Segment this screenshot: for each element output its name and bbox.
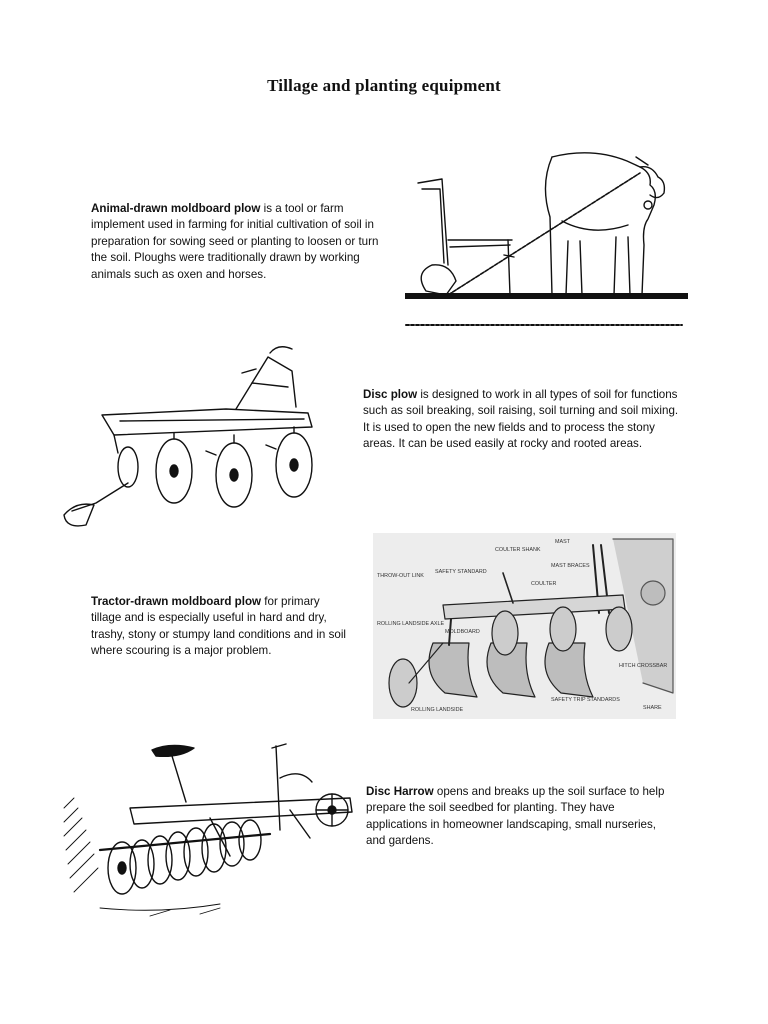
label-mast: MAST: [555, 539, 570, 545]
label-safety-standard: SAFETY STANDARD: [435, 569, 487, 575]
description-animal-drawn-plow: [91, 201, 387, 283]
description-tractor-drawn-plow: [91, 594, 351, 660]
label-safety-trip-standards: SAFETY TRIP STANDARDS: [551, 697, 620, 703]
disc-harrow-illustration: [60, 738, 362, 918]
description-disc-harrow: [366, 784, 676, 850]
term-tractor-drawn-plow: Tractor-drawn moldboard plow: [91, 595, 262, 608]
label-moldboard: MOLDBOARD: [445, 629, 480, 635]
label-hitch-crossbar: HITCH CROSSBAR: [619, 663, 668, 669]
tractor-drawn-plow-illustration: [373, 533, 676, 719]
description-disc-plow: [363, 387, 681, 453]
term-disc-harrow: Disc Harrow: [366, 785, 434, 798]
term-animal-drawn-plow: Animal-drawn moldboard plow: [91, 202, 261, 215]
page-title: Tillage and planting equipment: [267, 76, 501, 95]
label-rolling-landside: ROLLING LANDSIDE: [411, 707, 464, 713]
text-disc-plow: is designed to work in all types of soil for functions such as soil breaking, soil raising, soil turning and soil mixing. It is used to open the new fields and to process the stony areas. It can be used easily at rocky and rooted areas.: [363, 388, 679, 451]
text-disc-harrow: opens and breaks up the soil surface to help prepare the soil seedbed for planting. They have applications in homeowner landscaping, small nurseries, and gardens.: [366, 785, 665, 848]
label-rolling-landside-axle: ROLLING LANDSIDE AXLE: [377, 621, 445, 627]
text-animal-drawn-plow: is a tool or farm implement used in farming for initial cultivation of soil in preparation for sowing seed or planting to loosen or turn the soil. Ploughs were traditionally drawn by working animals such as oxen and horses.: [91, 202, 379, 281]
term-disc-plow: Disc plow: [363, 388, 418, 401]
label-coulter: COULTER: [531, 581, 557, 587]
animal-drawn-plow-illustration: [402, 145, 688, 333]
text-tractor-drawn-plow: for primary tillage and is especially useful in hard and dry, trashy, stony or stumpy land conditions and in soil where scouring is a major problem.: [91, 595, 346, 658]
label-coulter-shank: COULTER SHANK: [495, 547, 541, 553]
label-throw-out-link: THROW-OUT LINK: [377, 573, 424, 579]
disc-plow-illustration: [56, 343, 332, 538]
label-mast-braces: MAST BRACES: [551, 563, 590, 569]
label-share: SHARE: [643, 705, 662, 711]
